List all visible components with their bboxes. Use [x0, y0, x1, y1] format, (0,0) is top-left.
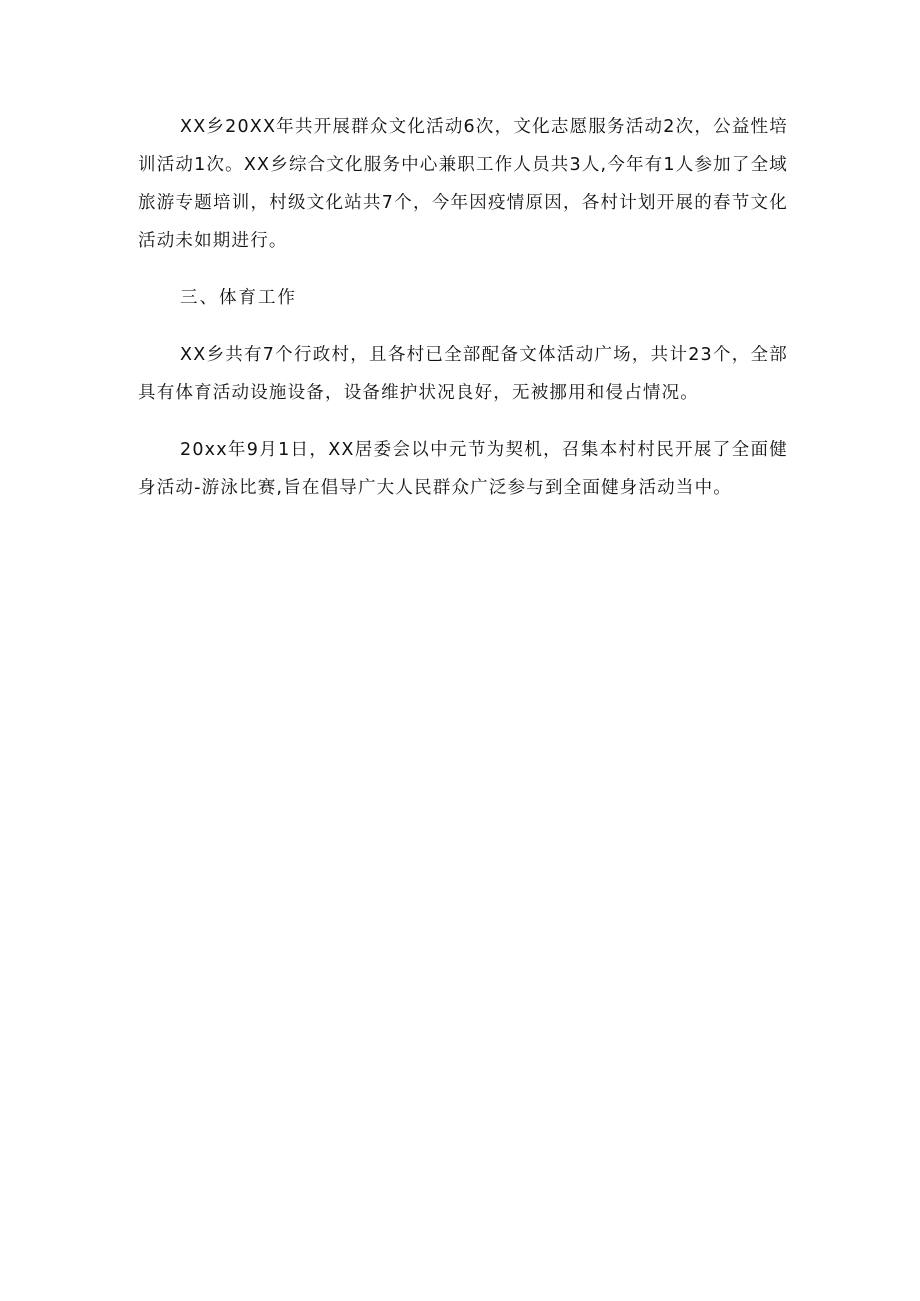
paragraph-swimming-event: 20xx年9月1日，XX居委会以中元节为契机，召集本村村民开展了全面健身活动-游泳比赛,旨在倡导广大人民群众广泛参与到全面健身活动当中。: [138, 440, 788, 498]
document-body: [138, 108, 788, 526]
section-heading-sports: 三、体育工作: [180, 288, 297, 308]
paragraph-sports-facilities: XX乡共有7个行政村，且各村已全部配备文体活动广场，共计23个，全部具有体育活动设施设备，设备维护状况良好，无被挪用和侵占情况。: [138, 345, 788, 403]
paragraph-culture-activities: XX乡20XX年共开展群众文化活动6次，文化志愿服务活动2次，公益性培训活动1次。XX乡综合文化服务中心兼职工作人员共3人,今年有1人参加了全域旅游专题培训，村级文化站共7个，今年因疫情原因，各村计划开展的春节文化活动未如期进行。: [138, 117, 788, 251]
